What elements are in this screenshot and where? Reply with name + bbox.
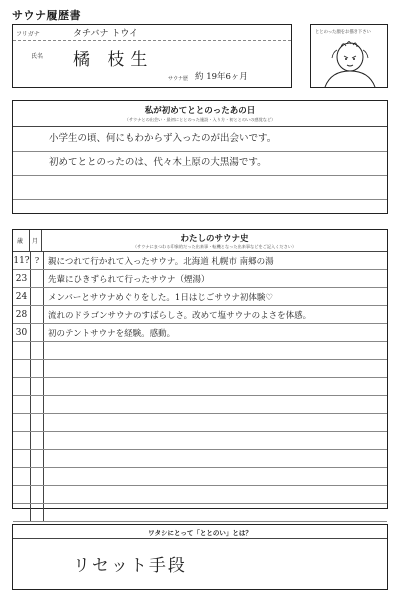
history-subtitle: （サウナにまつわる印象的だった出来事・転機となった出来事などをご記入ください） xyxy=(132,244,297,249)
history-row xyxy=(13,504,387,522)
history-row-age xyxy=(13,378,31,395)
first-totonoi-line: 初めてととのったのは、代々木上原の大黒湯です。 xyxy=(49,157,267,168)
first-totonoi-subtitle: （サウナとの出会い・最初にととのった施設・入り方・初ととのいの感覚など） xyxy=(124,117,276,122)
history-row-month xyxy=(31,324,44,341)
month-header-label: 月 xyxy=(32,238,39,245)
history-row xyxy=(13,252,387,270)
history-row-age xyxy=(13,342,31,359)
history-row-age: 23 xyxy=(13,270,31,287)
furigana-row xyxy=(13,25,291,41)
history-row-age xyxy=(13,450,31,467)
history-row-month xyxy=(31,270,44,287)
history-row xyxy=(13,342,387,360)
history-row xyxy=(13,360,387,378)
history-row-text: 先輩にひきずられて行ったサウナ（煙湯） xyxy=(48,274,210,285)
history-row-month xyxy=(31,486,44,503)
ruled-line xyxy=(13,151,387,152)
history-row-age xyxy=(13,396,31,413)
history-row-age xyxy=(13,360,31,377)
sauna-age-label: サウナ歴 xyxy=(168,76,189,82)
ruled-line xyxy=(13,175,387,176)
profile-box xyxy=(12,24,292,88)
history-row-age xyxy=(13,414,31,431)
meaning-box xyxy=(12,524,388,590)
history-row-month xyxy=(31,306,44,323)
history-row xyxy=(13,324,387,342)
month-header xyxy=(30,230,42,252)
history-row-text: メンバーとサウナめぐりをした。1日はじごサウナ初体験♡ xyxy=(48,292,273,303)
history-row-age xyxy=(13,504,31,521)
history-row-age xyxy=(13,468,31,485)
history-header xyxy=(13,230,387,252)
history-title: わたしのサウナ史 xyxy=(180,234,249,244)
history-row-month: ? xyxy=(31,252,44,269)
history-row-month xyxy=(31,378,44,395)
document-title: サウナ履歴書 xyxy=(12,9,81,22)
history-box xyxy=(12,229,388,509)
ruled-line xyxy=(13,199,387,200)
history-row-month xyxy=(31,504,44,521)
history-row-age xyxy=(13,432,31,449)
history-row-month xyxy=(31,342,44,359)
history-row-month xyxy=(31,360,44,377)
age-header xyxy=(13,230,30,252)
history-row xyxy=(13,468,387,486)
history-row xyxy=(13,450,387,468)
first-totonoi-title: 私が初めてととのったあの日 xyxy=(144,106,256,116)
history-row-month xyxy=(31,414,44,431)
history-row-age: 11? xyxy=(13,252,31,269)
first-totonoi-box xyxy=(12,100,388,214)
name-value: 橘 枝生 xyxy=(73,50,154,70)
history-row xyxy=(13,270,387,288)
furigana-value: タチバナ トウイ xyxy=(73,29,139,39)
history-row-month xyxy=(31,468,44,485)
age-header-label: 歳 xyxy=(17,238,24,245)
history-row-text: 初のテントサウナを経験。感動。 xyxy=(48,328,176,339)
meaning-title: ワタシにとって「ととのい」とは？ xyxy=(148,529,252,537)
history-row-age: 28 xyxy=(13,306,31,323)
history-row-month xyxy=(31,450,44,467)
history-row-month xyxy=(31,432,44,449)
history-row xyxy=(13,486,387,504)
history-row-text: 流れのドラゴンサウナのすばらしさ。改めて塩サウナのよさを体感。 xyxy=(48,310,312,321)
history-row-age xyxy=(13,486,31,503)
photo-box xyxy=(310,24,388,88)
history-row-age: 30 xyxy=(13,324,31,341)
meaning-answer: リセット手段 xyxy=(73,556,187,576)
history-row-month xyxy=(31,288,44,305)
sauna-age-value: 約 19年6ヶ月 xyxy=(195,72,248,82)
furigana-label: フリガナ xyxy=(16,31,40,38)
name-label: 氏名 xyxy=(31,53,44,60)
history-row-age: 24 xyxy=(13,288,31,305)
history-row-text: 親につれて行かれて入ったサウナ。北海道 札幌市 南郷の湯 xyxy=(48,256,274,267)
history-row xyxy=(13,288,387,306)
history-rows xyxy=(13,252,387,522)
face-drawing-icon xyxy=(319,37,381,87)
first-totonoi-ruled-area xyxy=(13,126,387,214)
meaning-header xyxy=(13,525,387,539)
history-row xyxy=(13,396,387,414)
history-row-month xyxy=(31,396,44,413)
history-row xyxy=(13,432,387,450)
photo-caption: ととのった顔をお描き下さい xyxy=(315,30,371,35)
history-row xyxy=(13,414,387,432)
first-totonoi-line: 小学生の頃、何にもわからず入ったのが出会いです。 xyxy=(49,133,277,144)
history-row xyxy=(13,378,387,396)
history-row xyxy=(13,306,387,324)
